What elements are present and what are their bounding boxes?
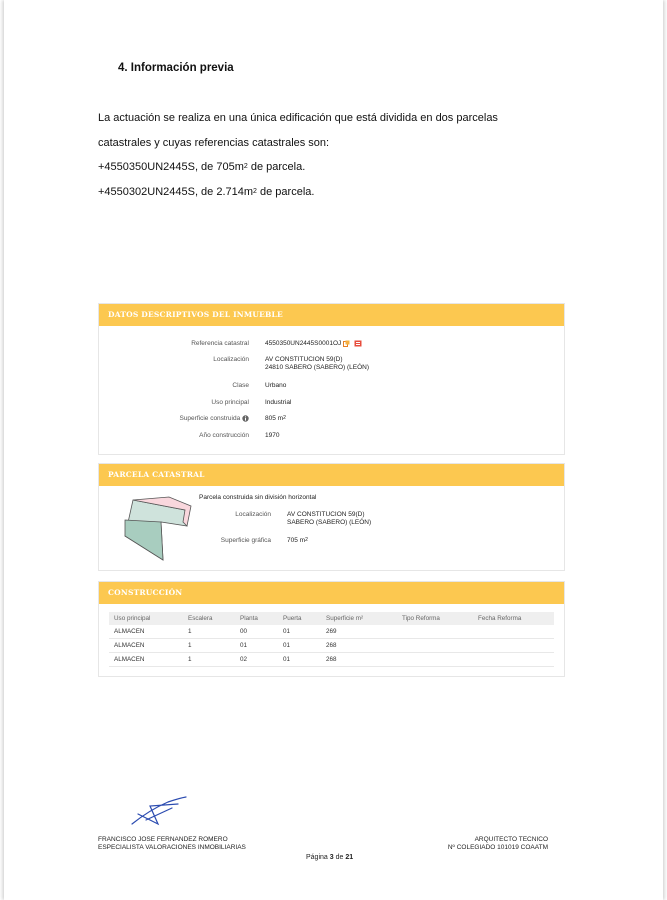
parcel-panel xyxy=(98,463,565,571)
table-cell xyxy=(397,653,473,667)
construction-table xyxy=(109,612,554,667)
col-header: Uso principal xyxy=(109,612,183,625)
table-cell: 01 xyxy=(278,639,321,653)
table-cell: 269 xyxy=(321,625,397,639)
table-cell: 1 xyxy=(183,625,235,639)
col-header: Superficie m² xyxy=(321,612,397,625)
table-cell: ALMACEN xyxy=(109,639,183,653)
col-header: Fecha Reforma xyxy=(473,612,554,625)
year-label: Año construcción xyxy=(199,432,249,439)
table-cell: ALMACEN xyxy=(109,653,183,667)
cadastral-ref-1: +4550350UN2445S, de $705m^2$ de parcela. xyxy=(98,161,306,173)
signature xyxy=(128,794,190,828)
location-line-2: 24810 SABERO (SABERO) (LEÓN) xyxy=(265,364,370,371)
construction-panel xyxy=(98,581,565,677)
property-data-panel xyxy=(98,303,565,455)
table-cell: 01 xyxy=(278,653,321,667)
table-cell xyxy=(397,625,473,639)
table-cell: 02 xyxy=(235,653,278,667)
parcel-location-line-2: SABERO (SABERO) (LEÓN) xyxy=(287,519,372,526)
col-header: Puerta xyxy=(278,612,321,625)
author-title: ESPECIALISTA VALORACIONES INMOBILIARIAS xyxy=(98,844,246,851)
parcel-title: PARCELA CATASTRAL xyxy=(99,464,564,486)
intro-line-1: La actuación se realiza en una única edificación que está dividida en dos parcelas xyxy=(98,112,498,124)
built-area-value: 805 $m^2$ xyxy=(265,415,286,422)
built-area-label: Superficie construida xyxy=(99,415,249,423)
table-cell xyxy=(473,639,554,653)
parcel-subtitle: Parcela construida sin división horizontal xyxy=(199,494,317,501)
class-value: Urbano xyxy=(265,382,287,389)
section-heading: 4. Información previa xyxy=(118,62,234,74)
table-cell: 268 xyxy=(321,653,397,667)
table-cell: ALMACEN xyxy=(109,625,183,639)
copy-icon[interactable] xyxy=(343,340,350,347)
table-cell: 1 xyxy=(183,653,235,667)
parcel-map-image xyxy=(121,492,193,562)
info-icon[interactable] xyxy=(242,415,249,422)
table-cell: 268 xyxy=(321,639,397,653)
table-row xyxy=(109,653,554,667)
author-name: FRANCISCO JOSE FERNANDEZ ROMERO xyxy=(98,836,228,843)
graphic-area-value: 705 $m^2$ xyxy=(287,537,308,544)
cadastral-ref-2: +4550302UN2445S, de $2.714m^2$ de parcela. xyxy=(98,186,315,198)
table-cell: 00 xyxy=(235,625,278,639)
ref-label: Referencia catastral xyxy=(191,340,249,347)
table-row xyxy=(109,625,554,639)
construction-title: CONSTRUCCIÓN xyxy=(99,582,564,604)
registration-number: Nº COLEGIADO 101019 COAATM xyxy=(447,844,548,851)
property-data-title: DATOS DESCRIPTIVOS DEL INMUEBLE xyxy=(99,304,564,326)
table-header-row xyxy=(109,612,554,625)
col-header: Escalera xyxy=(183,612,235,625)
profession: ARQUITECTO TECNICO xyxy=(474,836,548,843)
col-header: Planta xyxy=(235,612,278,625)
table-cell xyxy=(397,639,473,653)
parcel-location-label: Localización xyxy=(235,511,271,518)
table-row xyxy=(109,639,554,653)
table-cell xyxy=(473,625,554,639)
table-cell: 01 xyxy=(278,625,321,639)
class-label: Clase xyxy=(232,382,249,389)
document-icon[interactable] xyxy=(354,340,362,347)
location-line-1: AV CONSTITUCION 59(D) xyxy=(265,356,343,363)
intro-line-2: catastrales y cuyas referencias catastrales son: xyxy=(98,137,330,149)
table-cell: 1 xyxy=(183,639,235,653)
parcel-location-line-1: AV CONSTITUCION 59(D) xyxy=(287,511,365,518)
graphic-area-label: Superficie gráfica xyxy=(220,537,271,544)
page-number: Página 3 de 21 xyxy=(306,854,354,861)
table-cell: 01 xyxy=(235,639,278,653)
table-cell xyxy=(473,653,554,667)
use-label: Uso principal xyxy=(211,399,249,406)
col-header: Tipo Reforma xyxy=(397,612,473,625)
year-value: 1970 xyxy=(265,432,280,439)
ref-value: 4550350UN2445S0001OJ xyxy=(265,340,362,348)
use-value: Industrial xyxy=(265,399,292,406)
location-label: Localización xyxy=(213,356,249,363)
